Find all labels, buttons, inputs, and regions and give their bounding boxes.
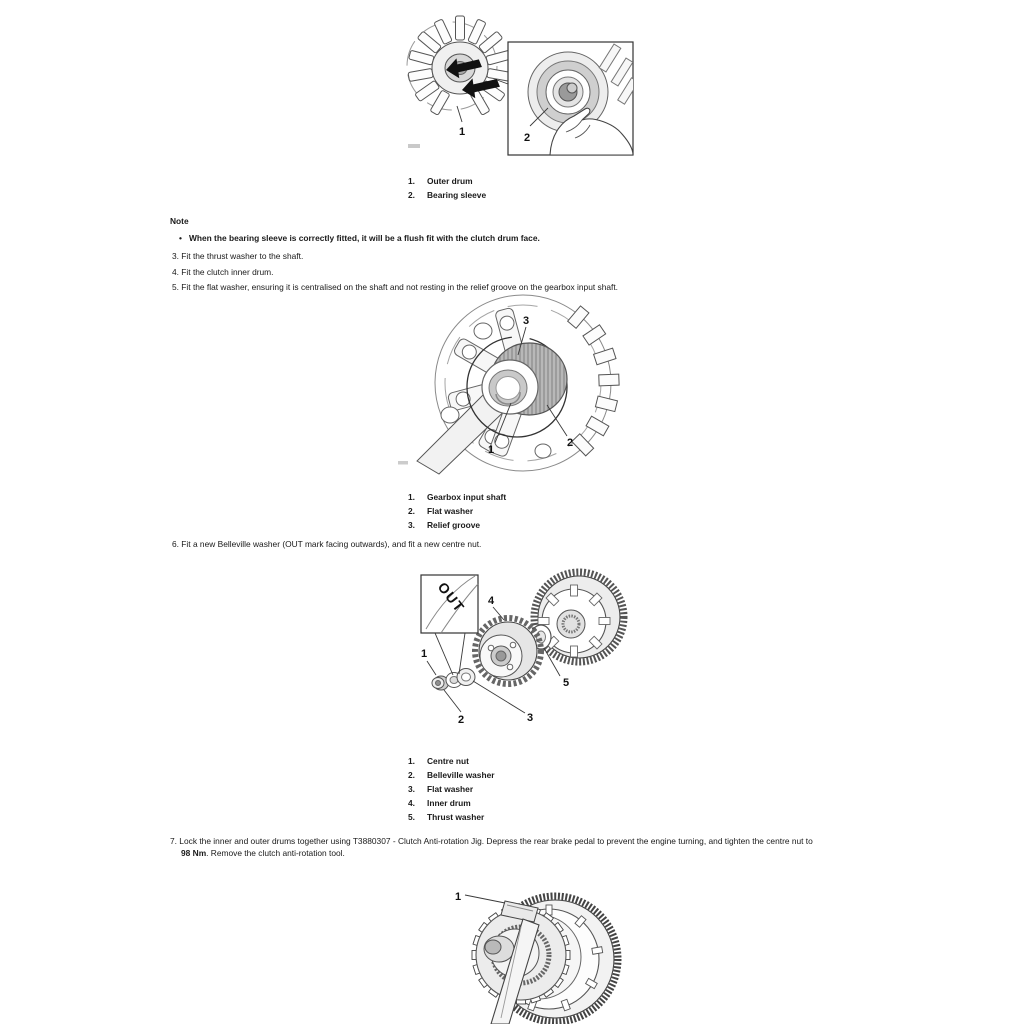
step-3: 3. Fit the thrust washer to the shaft. (172, 251, 304, 261)
figure2-label-3: 3 (523, 315, 530, 327)
step-5: 5. Fit the flat washer, ensuring it is centralised on the shaft and not resting in the relief groove on the gearbox input shaft. (172, 282, 619, 292)
caption-text: Flat washer (427, 784, 474, 794)
caption-row (408, 754, 495, 768)
figure-belleville-washer-exploded (413, 563, 648, 738)
figure-anti-rotation-jig (435, 875, 640, 1024)
figure-outer-drum-bearing-sleeve (402, 8, 642, 168)
figure3-label-3: 3 (527, 712, 534, 724)
figure1-label-1: 1 (459, 126, 466, 138)
label-1-leader (457, 106, 462, 122)
step-7-line1: 7. Lock the inner and outer drums together using T3880307 - Clutch Anti-rotation Jig. Depress the rear brake pedal to prevent the engine turning, and tighten the centre nut to (170, 836, 813, 846)
figure1-caption-list (408, 174, 486, 202)
caption-num: 1. (408, 492, 415, 502)
caption-text: Outer drum (427, 176, 473, 186)
step-7-line2-rest: . Remove the clutch anti-rotation tool. (206, 848, 345, 859)
caption-text: Gearbox input shaft (427, 492, 507, 502)
caption-text: Bearing sleeve (427, 190, 487, 200)
inner-drum-illustration (475, 618, 541, 684)
label-2-leader (547, 405, 567, 436)
caption-num: 1. (408, 176, 415, 186)
flat-washer-boss-illustration (482, 343, 567, 415)
figure1-label-2: 2 (524, 132, 531, 144)
caption-row (408, 768, 495, 782)
caption-text: Belleville washer (427, 770, 495, 780)
caption-text: Inner drum (427, 798, 471, 808)
caption-row (408, 518, 506, 532)
bullet-icon: • (179, 233, 182, 243)
figure3-label-1: 1 (421, 648, 428, 660)
torque-value: 98 Nm (181, 848, 207, 859)
steps-3-5 (172, 249, 618, 296)
caption-row (408, 490, 506, 504)
step-7-line2 (181, 847, 884, 859)
figure2-caption-list (408, 490, 506, 532)
step-7 (170, 835, 884, 860)
caption-row (408, 782, 495, 796)
caption-row (408, 796, 495, 810)
caption-num: 3. (408, 520, 415, 530)
caption-num: 3. (408, 784, 415, 794)
step-6: 6. Fit a new Belleville washer (OUT mark facing outwards), and fit a new centre nut. (172, 539, 482, 549)
figure-input-shaft-flat-washer (395, 293, 645, 478)
caption-num: 2. (408, 506, 415, 516)
figure3-label-2: 2 (458, 714, 465, 726)
caption-row (408, 504, 506, 518)
figure-ref-smudge (408, 144, 420, 148)
figure2-label-2: 2 (567, 437, 574, 449)
caption-text: Thrust washer (427, 812, 485, 822)
caption-num: 2. (408, 770, 415, 780)
caption-text: Centre nut (427, 756, 469, 766)
caption-num: 5. (408, 812, 415, 822)
caption-row (408, 188, 486, 202)
figure3-caption-list (408, 754, 495, 824)
label-1-leader (465, 895, 505, 903)
step-4: 4. Fit the clutch inner drum. (172, 266, 274, 277)
label-1-leader (427, 661, 436, 675)
caption-text: Relief groove (427, 520, 481, 530)
outer-drum-illustration (534, 572, 624, 662)
hub-illustration (484, 936, 514, 962)
note-heading: Note (170, 216, 189, 226)
caption-row (408, 174, 486, 188)
caption-num: 1. (408, 756, 415, 766)
caption-text: Flat washer (427, 506, 474, 516)
label-2-leader (444, 690, 461, 712)
note-bullet-text: When the bearing sleeve is correctly fitted, it will be a flush fit with the clutch drum face. (188, 233, 540, 243)
figure4-label-1: 1 (455, 891, 462, 903)
caption-num: 4. (408, 798, 415, 808)
note-bullet (179, 233, 879, 244)
out-mark-text: OUT (434, 578, 469, 616)
figure3-label-5: 5 (563, 677, 570, 689)
figure-ref-smudge (398, 461, 408, 465)
figure2-label-1: 1 (488, 444, 495, 456)
caption-row (408, 810, 495, 824)
figure3-label-4: 4 (488, 595, 495, 607)
caption-num: 2. (408, 190, 415, 200)
